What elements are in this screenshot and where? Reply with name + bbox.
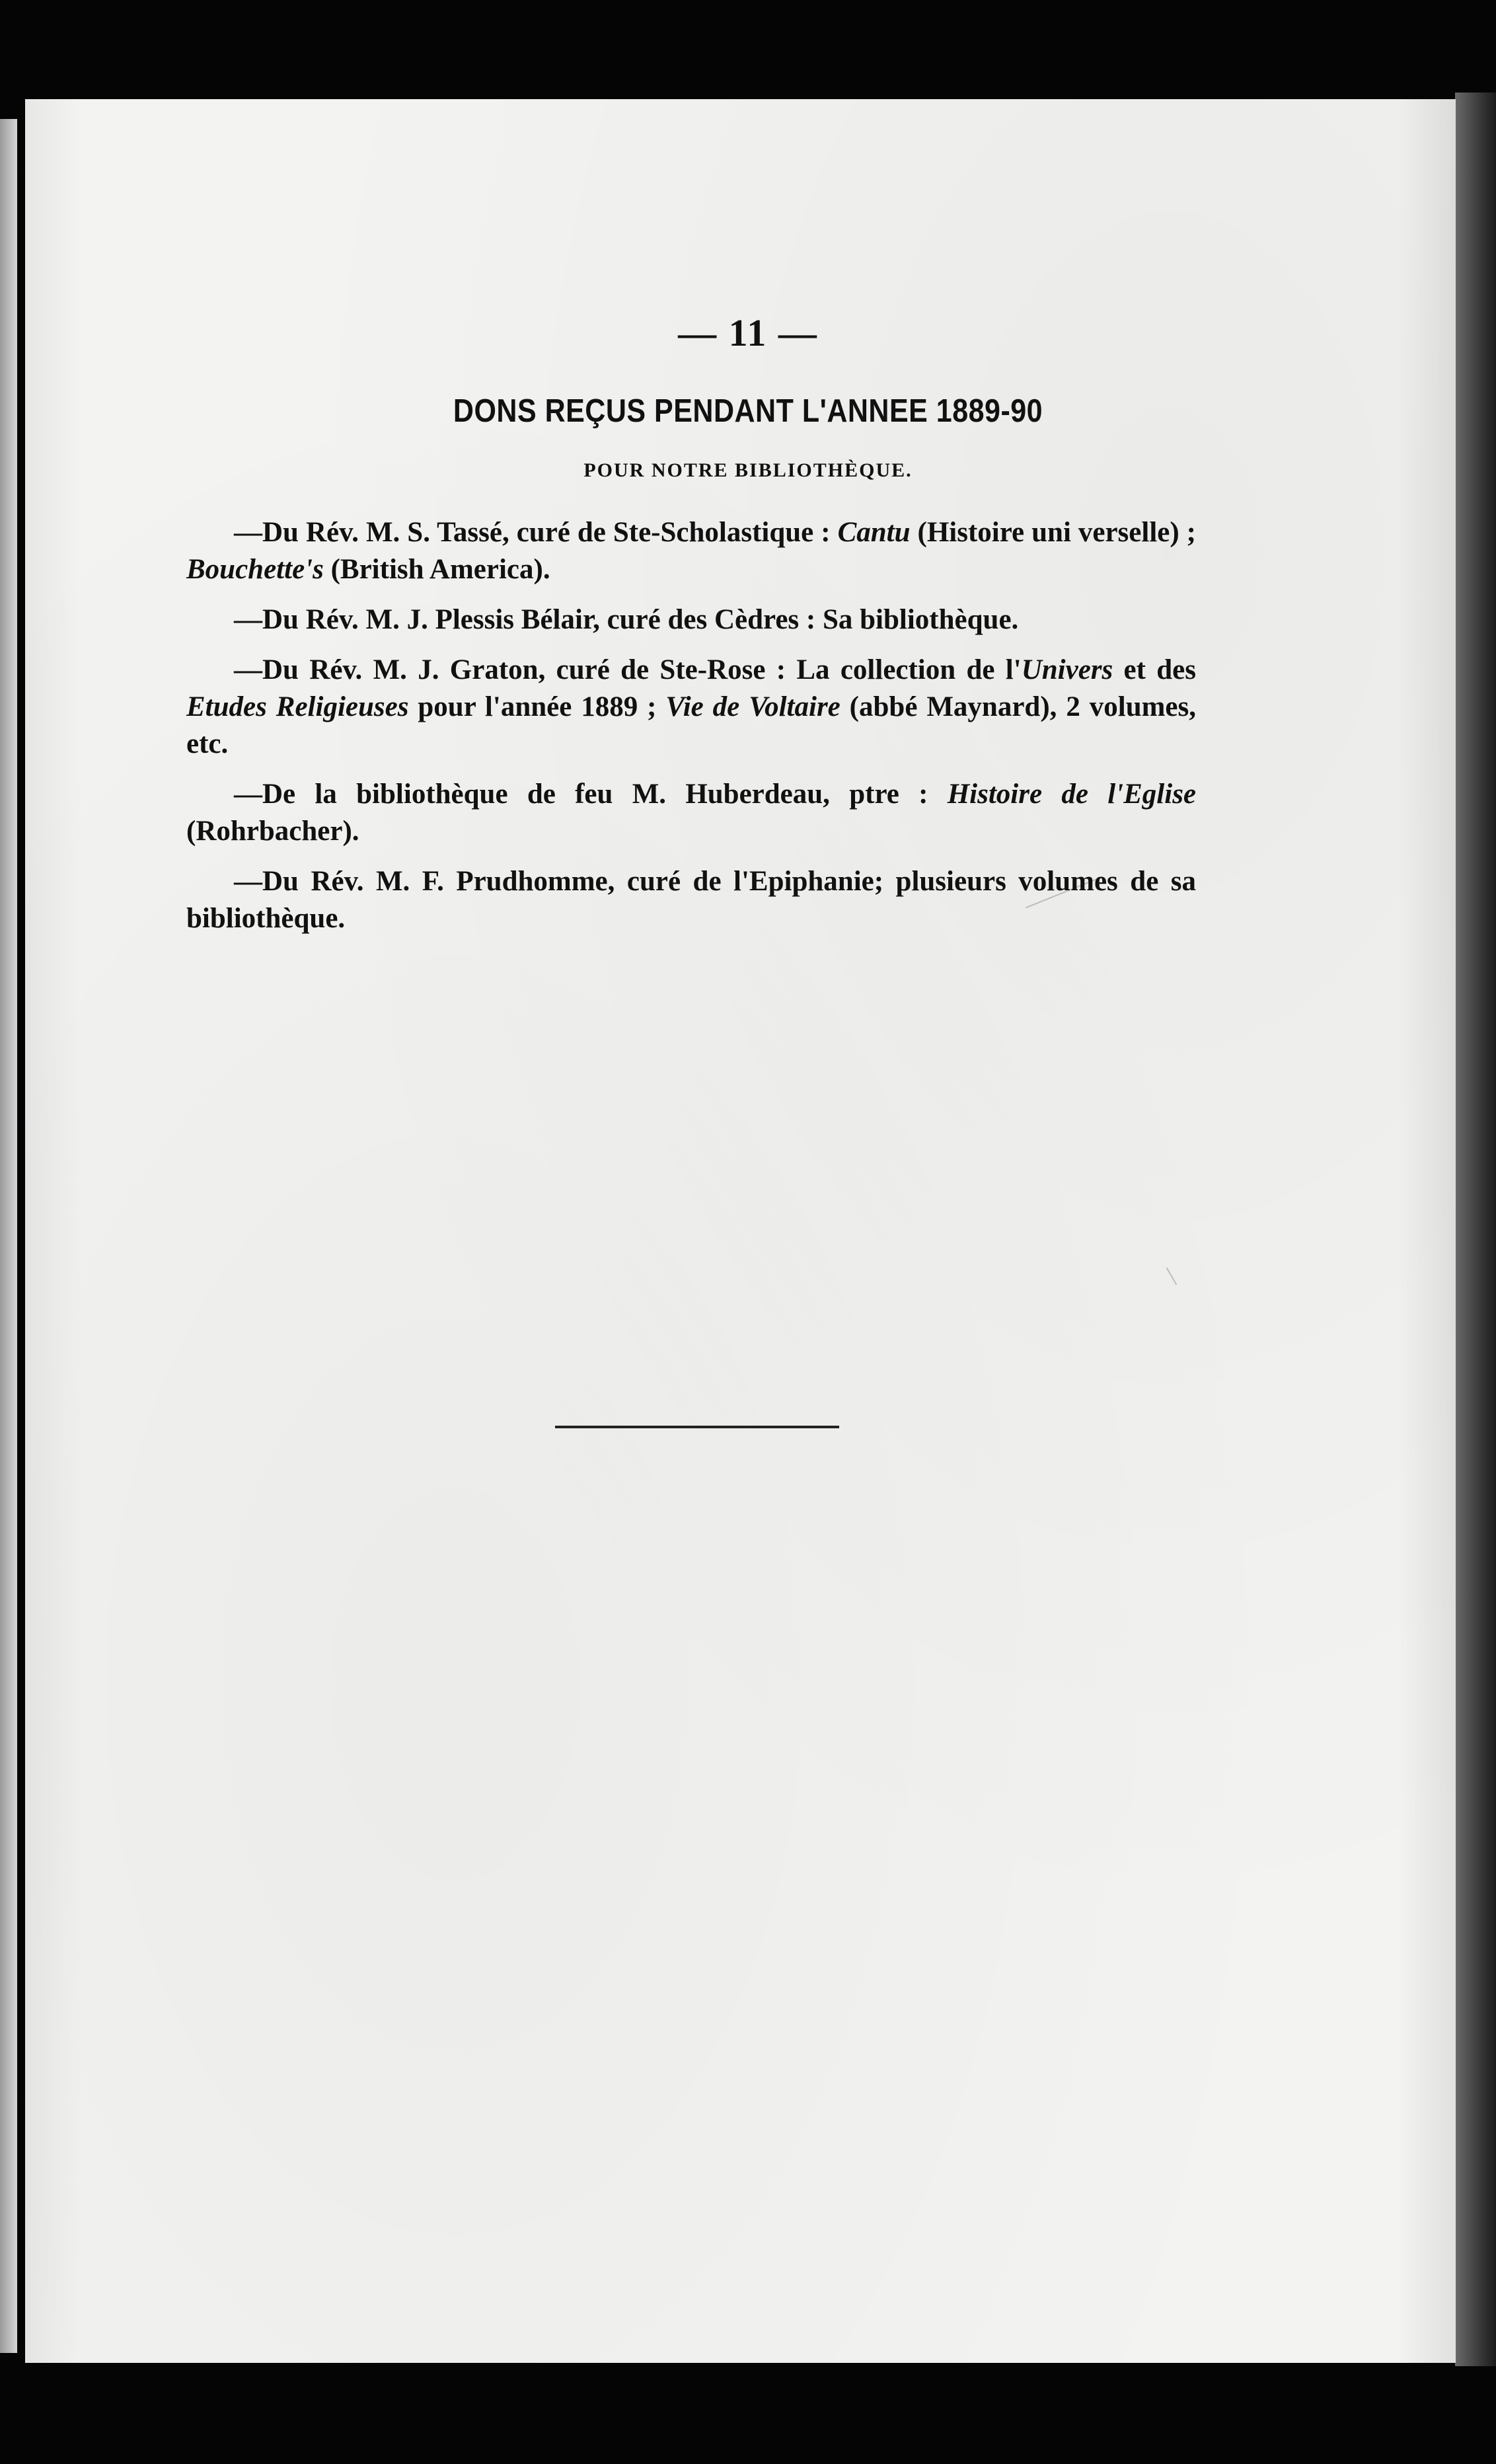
- entry-title: Histoire de l'Eglise: [947, 779, 1197, 810]
- entry-title: Vie de Voltaire: [665, 691, 841, 722]
- donation-entry: [186, 601, 1196, 638]
- section-heading: DONS REÇUS PENDANT L'ANNEE 1889-90: [453, 393, 1043, 430]
- entry-text: —De la bibliothèque de feu M. Huberdeau, ptre :: [234, 779, 948, 810]
- donation-entry: [186, 652, 1196, 763]
- entry-text: (Histoire uni verselle) ;: [910, 517, 1196, 548]
- donation-entry: [186, 776, 1196, 850]
- entry-text: et des: [1113, 654, 1197, 685]
- donation-entry: [186, 514, 1196, 588]
- donation-entry: [186, 863, 1196, 937]
- section-subheading: POUR NOTRE BIBLIOTHÈQUE.: [583, 459, 913, 481]
- entry-text: (abbé Maynard), 2 volumes, etc.: [186, 691, 1197, 759]
- entry-text: (Rohrbacher).: [186, 816, 359, 847]
- horizontal-rule: [555, 1426, 839, 1428]
- entry-title: Etudes Religieuses: [186, 691, 409, 722]
- entry-title: Bouchette's: [186, 554, 324, 585]
- entry-text: —Du Rév. M. J. Plessis Bélair, curé des Cèdres : Sa bibliothèque.: [234, 604, 1019, 635]
- donation-list: [186, 514, 1196, 950]
- entry-text: —Du Rév. M. J. Graton, curé de Ste-Rose : La collection de l': [234, 654, 1022, 685]
- entry-text: pour l'année 1889 ;: [408, 691, 666, 722]
- paper-mark: [1166, 1268, 1178, 1286]
- facing-page-edge: [0, 119, 17, 2353]
- entry-title: Cantu: [837, 517, 911, 548]
- page-sheet: [25, 99, 1456, 2363]
- page-number: — 11 —: [678, 311, 818, 354]
- entry-title: Univers: [1021, 654, 1113, 685]
- book-spine-edge: [1455, 93, 1496, 2366]
- entry-text: —Du Rév. M. F. Prudhomme, curé de l'Epiphanie; plusieurs volumes de sa bibliothèque.: [186, 866, 1196, 934]
- entry-text: (British America).: [323, 554, 550, 585]
- entry-text: —Du Rév. M. S. Tassé, curé de Ste-Scholastique :: [234, 517, 838, 548]
